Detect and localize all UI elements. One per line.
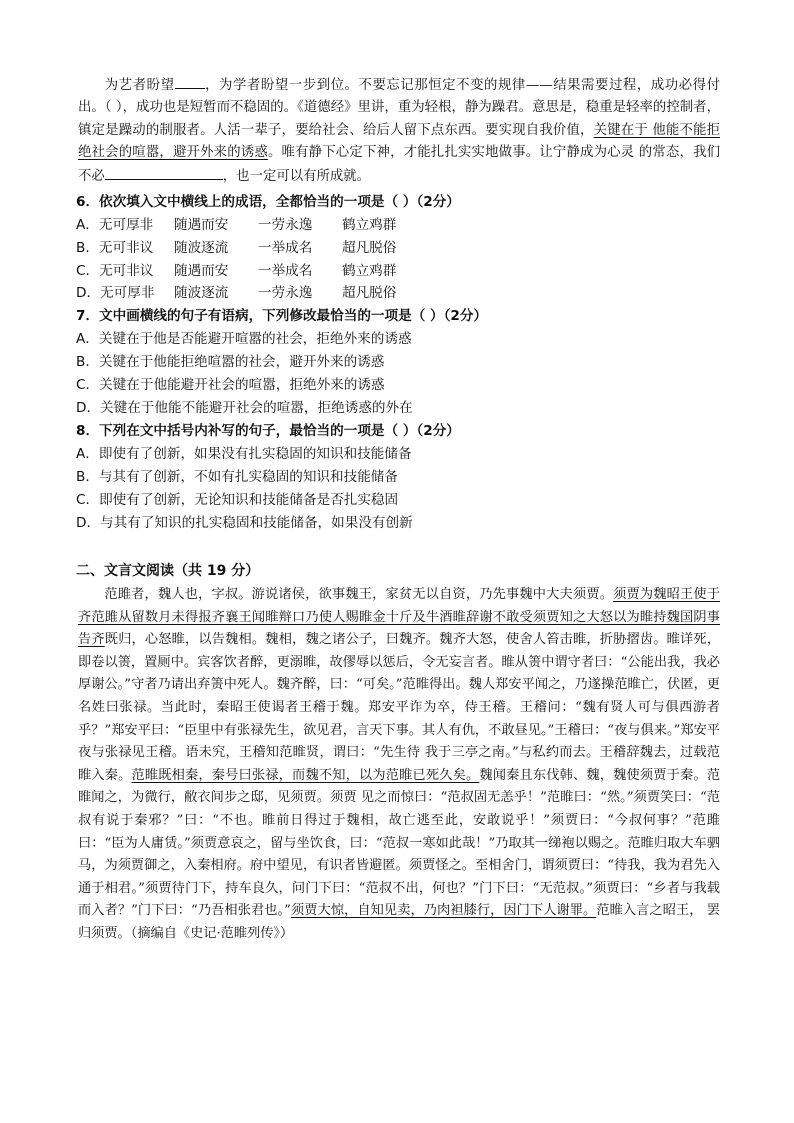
q8-option-d[interactable]: D．与其有了知识的扎实稳固和技能储备，如果没有创新 xyxy=(76,515,413,531)
q8-option-c[interactable]: C．即使有了创新，无论知识和技能储备是否扎实稳固 xyxy=(76,492,399,508)
section-title: 二、文言文阅读（共 19 分） xyxy=(76,563,260,579)
passage-classical xyxy=(78,584,720,946)
question-7-stem: 7．文中画横线的句子有语病，下列修改最恰当的一项是（ ）（2分） xyxy=(76,308,488,324)
q7-option-b[interactable]: B．关键在于他能拒绝喧嚣的社会，避开外来的诱惑 xyxy=(76,354,385,370)
q6-option-b[interactable]: B．无可非议 随波逐流 一举成名 超凡脱俗 xyxy=(76,240,397,256)
underlined-sentence: 须贾大惊，自知见卖，乃肉袒膝行，因门下人谢罪。 xyxy=(290,903,597,919)
q6-option-a[interactable]: A．无可厚非 随遇而安 一劳永逸 鹤立鸡群 xyxy=(76,217,397,233)
passage-text: 范雎者，魏人也，字叔。游说诸侯，欲事魏王，家贫无以自资，乃先事魏中大夫须贾。 xyxy=(104,587,614,602)
underlined-sentence: 须贾为魏昭王使于齐范雎从留数月未得报齐襄王闻睢辩口乃使人赐睢金十斤及牛酒睢辞谢不敢受须贾知之大怒以为睢持魏国阴事告齐 xyxy=(78,587,721,648)
passage-text: 。唯有静下心定下神，才能扎扎实实地做事。让宁静成为心灵 的常态，我们不必 xyxy=(78,145,720,184)
passage-text: ，也一定可以有所成就。 xyxy=(222,168,371,184)
q7-option-d[interactable]: D．关键在于他能不能避开社会的喧嚣，拒绝诱惑的外在 xyxy=(76,400,413,416)
q8-option-b[interactable]: B．与其有了创新，不如有扎实稳固的知识和技能储备 xyxy=(76,469,398,485)
passage-text: 魏闻秦且东伐韩、魏，魏使须贾于秦。范睢闻之，为微行，敝衣间步之邸，见须贾。须贾 见之而惊曰：“范叔固无恙乎！”范睢曰：“然。”须贾笑曰：“范叔有说于秦邪？”曰：“不也。睢前日得过于魏相，故亡逃至此，安敢说乎！”须贾曰：“今叔何事？”范雎曰：“臣为人庸赁。”须贾意哀之，留与坐饮食，曰：“范叔一寒如此哉！”乃取其一绨袍以赐之。范睢归取大车驷马，为须贾御之，入秦相府。府中望见，有识者皆避匿。须贾怪之。至相舍门，谓须贾曰：“待我，我为君先入通于相君。”须贾待门下，持车良久，问门下曰：“范叔不出，何也？”门下曰：“无范叔。”须贾曰：“乡者与我载而入者？”门下曰：“乃吾相张君也。” xyxy=(78,767,721,919)
passage-text: 范睢入言之昭王， 罢归须贾。（摘编自《史记·范睢列传》） xyxy=(78,903,720,941)
underlined-sentence: 关键在于 他能不能拒绝社会的喧嚣，避开外来的诱惑 xyxy=(78,122,721,161)
underlined-sentence: 范睢既相秦，秦号曰张禄，而魏不知，以为范睢已死久矣。 xyxy=(131,767,480,783)
q8-option-a[interactable]: A．即使有了创新，如果没有扎实稳固的知识和技能储备 xyxy=(76,446,412,462)
q7-option-c[interactable]: C．关键在于他能避开社会的喧嚣，拒绝外来的诱惑 xyxy=(76,377,385,393)
passage-modern xyxy=(78,74,720,188)
passage-text: ，为学者盼望一步到位。不要忘记那恒定不变的规律——结果需要过程，成功必得付出。（ ），成功也是短暂而不稳固的。《道德经》里讲，重为轻根，静为躁君。意思是，稳重是轻率的控制者，镇定是躁动的制服者。人活一辈子，要给社会、给后人留下点东西。要实现自我价值， xyxy=(78,78,720,138)
fill-blank xyxy=(105,165,223,180)
q7-option-a[interactable]: A．关键在于他是否能避开喧嚣的社会，拒绝外来的诱惑 xyxy=(76,331,412,347)
passage-text: 既归，心怒睢，以告魏相。魏相，魏之诸公子，曰魏齐。魏齐大怒，使舍人笞击睢，折胁摺齿。睢详死，即卷以箦，置厕中。宾客饮者醉，更溺睢，故僇辱以惩后，令无妄言者。睢从箦中谓守者曰：“公能出我，我必厚谢公。”守者乃请出弃箦中死人。魏齐醉，曰：“可矣。”范睢得出。魏人郑安平闻之，乃遂操范睢亡，伏匿，更名姓曰张禄。当此时，秦昭王使谒者王稽于魏。郑安平诈为卒，侍王稽。王稽问：“魏有贤人可与俱西游者乎？”郑安平曰：“臣里中有张禄先生，欲见君，言天下事。其人有仇，不敢昼见。”王稽曰：“夜与俱来。”郑安平夜与张禄见王稽。语未究，王稽知范睢贤，谓曰：“先生待 我于三亭之南。”与私约而去。王稽辞魏去，过载范睢入秦。 xyxy=(78,632,721,783)
question-8-stem: 8．下列在文中括号内补写的句子，最恰当的一项是（ ）（2分） xyxy=(76,423,460,439)
fill-blank xyxy=(175,74,205,89)
q6-option-d[interactable]: D．无可厚非 随波逐流 一劳永逸 超凡脱俗 xyxy=(76,285,397,301)
question-6-stem: 6．依次填入文中横线上的成语，全都恰当的一项是（ ）（2分） xyxy=(76,194,460,210)
passage-text: 为艺者盼望 xyxy=(104,78,175,93)
q6-option-c[interactable]: C．无可非议 随遇而安 一举成名 鹤立鸡群 xyxy=(76,263,397,279)
